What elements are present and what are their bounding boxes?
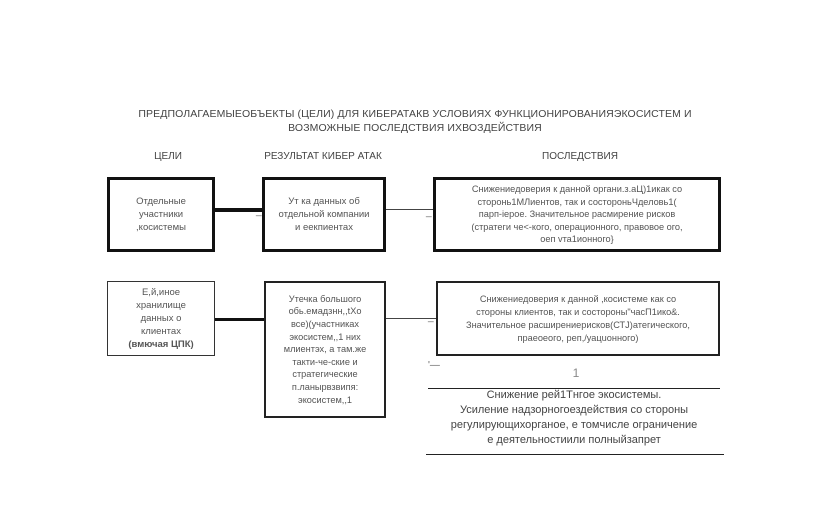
box-text-line: Отдельные bbox=[136, 196, 186, 207]
box-text-line: данных о bbox=[140, 313, 182, 324]
box-text-line: оеп vта1ионного} bbox=[540, 234, 614, 245]
box-text-line: ,косистемы bbox=[136, 222, 186, 233]
target-box-single-client-storage bbox=[107, 281, 215, 356]
connector-row2-target-result bbox=[215, 318, 264, 321]
box-text-line: и еекпиентах bbox=[295, 222, 353, 233]
consequence-box-row2 bbox=[436, 281, 720, 356]
box-text-line: парп-iерое. Значительное расмирение рисков bbox=[478, 209, 676, 220]
column-header-result: РЕЗУЛЬТАТ КИБЕР АТАК bbox=[264, 151, 382, 162]
column-header-targets: ЦЕЛИ bbox=[154, 151, 182, 162]
box-text-line: хранилище bbox=[136, 300, 186, 311]
box-text-line: клиентах bbox=[141, 326, 181, 337]
box-text-line: стратегические bbox=[292, 369, 358, 380]
box-text-line: отдельной компании bbox=[278, 209, 370, 220]
consequence-line-2: Усиление надзорногоездействия со стороны bbox=[459, 404, 689, 416]
box-text-line: сторонь1МЛиентов, так и состороньЧделовь1( bbox=[477, 196, 677, 207]
box-text-line: такти-че-ские и bbox=[292, 356, 358, 367]
box-text-line: млиентэх, а там.же bbox=[283, 344, 367, 355]
connector-mark: _ bbox=[428, 312, 434, 323]
result-box-large-data-leak bbox=[264, 281, 386, 418]
consequence-box-row1 bbox=[433, 177, 721, 252]
connector-mark: _ bbox=[256, 206, 262, 217]
box-text-line: Снижениедоверия к данной ,косистеме как со bbox=[479, 293, 677, 304]
diagram-title bbox=[120, 107, 710, 135]
box-text-line: все)(участниках bbox=[290, 319, 360, 330]
target-box-individual-participants bbox=[107, 177, 215, 252]
consequence-block-lower bbox=[428, 388, 720, 448]
consequence-line-4: е деятельностиили полныйзапрет bbox=[487, 434, 661, 446]
title-line-1: ПРЕДПОЛАГАЕМЫЕОБЪЕКТЫ (ЦЕЛИ) ДЛЯ КИБЕРАТАКВ УСЛОВИЯХ ФУНКЦИОНИРОВАНИЯЭКОСИСТЕМ И bbox=[138, 108, 692, 120]
stray-mark: '— bbox=[428, 360, 440, 371]
box-text-line: экосистем,,1 bbox=[298, 394, 352, 405]
box-text-line: (вмючая ЦПК) bbox=[128, 339, 194, 350]
box-text-line: (стратеги че<-кого, операционного, правовое ого, bbox=[471, 221, 683, 232]
box-text-line: стороны клиентов, так и состороны"часП1ико&. bbox=[476, 306, 680, 317]
consequence-line-1: Снижение рей1Tнгое экосистемы. bbox=[486, 389, 662, 401]
column-header-consequences: ПОСЛЕДСТВИЯ bbox=[542, 151, 618, 162]
title-line-2: ВОЗМОЖНЫЕ ПОСЛЕДСТВИЯ ИХВОЗДЕЙСТВИЯ bbox=[288, 122, 542, 134]
connector-mark: _ bbox=[426, 207, 432, 218]
connector-row1-target-result bbox=[215, 208, 262, 212]
page-number: 1 bbox=[572, 366, 580, 380]
box-text-line: п.ланырвзвипя: bbox=[291, 381, 359, 392]
box-text-line: Утечка большого bbox=[288, 293, 362, 304]
result-box-company-data-leak bbox=[262, 177, 386, 252]
box-text-line: Значительное расширениерисков(СТJ)атегического, bbox=[466, 319, 690, 330]
box-text-line: праеоеого, реп,/уацuонного) bbox=[517, 332, 639, 343]
box-text-line: Ут ка данных об bbox=[288, 196, 360, 207]
box-text-line: Е,й,иное bbox=[141, 287, 181, 298]
bottom-rule bbox=[426, 454, 724, 455]
box-text-line: экосистем,,1 них bbox=[289, 331, 361, 342]
box-text-line: Снижениедоверия к данной органи.з.аЦ)1икак со bbox=[471, 184, 683, 195]
box-text-line: обь.емадзнн,,tXо bbox=[288, 306, 362, 317]
consequence-line-3: регулирующихорганое, е томчисле ограничение bbox=[450, 419, 698, 431]
box-text-line: участники bbox=[138, 209, 184, 220]
